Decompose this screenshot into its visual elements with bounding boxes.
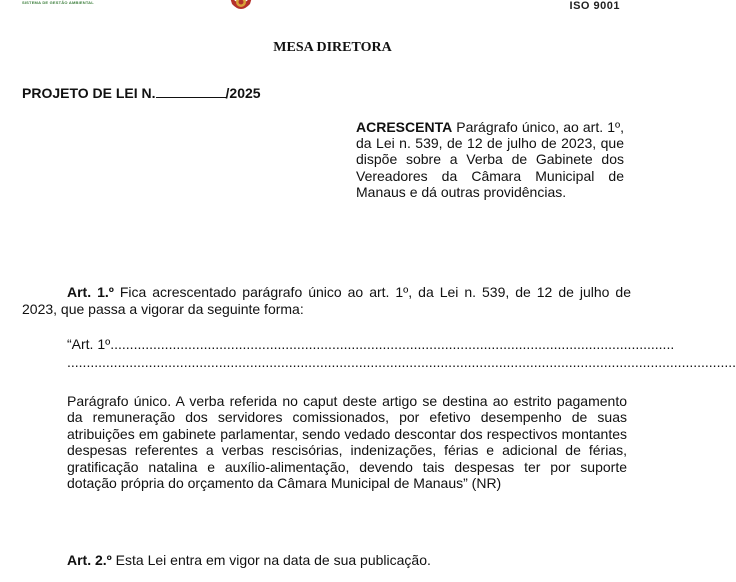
environmental-logo-text: SISTEMA DE GESTÃO AMBIENTAL bbox=[22, 0, 94, 5]
bill-prefix: PROJETO DE LEI N. bbox=[22, 85, 156, 101]
article-2-text: Esta Lei entra em vigor na data de sua publicação. bbox=[111, 552, 431, 568]
quoted-article-line-2: ............................................................................................................................................................................ bbox=[67, 354, 736, 370]
article-2-label: Art. 2.º bbox=[67, 552, 112, 568]
bill-number-blank bbox=[156, 85, 226, 98]
article-2 bbox=[67, 552, 431, 568]
iso-badge: ISO 9001 bbox=[569, 0, 620, 12]
summary-keyword: ACRESCENTA bbox=[356, 119, 453, 135]
article-1 bbox=[22, 284, 631, 317]
summary-text: Parágrafo único, ao art. 1º, da Lei n. 539, de 12 de julho de 2023, que dispõe sobre a Verba de Gabinete dos Vereadores da Câmara Municipal de Manaus e dá outras providências. bbox=[356, 119, 624, 200]
article-1-text: Fica acrescentado parágrafo único ao art. 1º, da Lei n. 539, de 12 de julho de 2023, que passa a vigorar da seguinte forma: bbox=[22, 284, 631, 317]
page-header bbox=[0, 0, 665, 16]
coat-of-arms-icon bbox=[226, 0, 256, 12]
sole-paragraph: Parágrafo único. A verba referida no caput deste artigo se destina ao estrito pagamento da remuneração dos servidores comissionados, por efetivo desempenho de suas atribuições em gabinete parlamentar, sendo vedado descontar dos respectivos montantes despesas referentes a verbas rescisórias, indenizações, férias e adicional de férias, gratificação natalina e auxílio-alimentação, devendo tais despesas ter por suporte dotação própria do orçamento da Câmara Municipal de Manaus” (NR) bbox=[67, 393, 627, 492]
bill-summary bbox=[356, 119, 624, 200]
bill-number-heading bbox=[22, 85, 261, 101]
bill-suffix: /2025 bbox=[225, 85, 261, 101]
quoted-article-line-1: “Art. 1º................................................................................................................................................. bbox=[67, 336, 675, 352]
page-title: MESA DIRETORA bbox=[273, 40, 392, 55]
article-1-label: Art. 1.º bbox=[67, 284, 114, 300]
